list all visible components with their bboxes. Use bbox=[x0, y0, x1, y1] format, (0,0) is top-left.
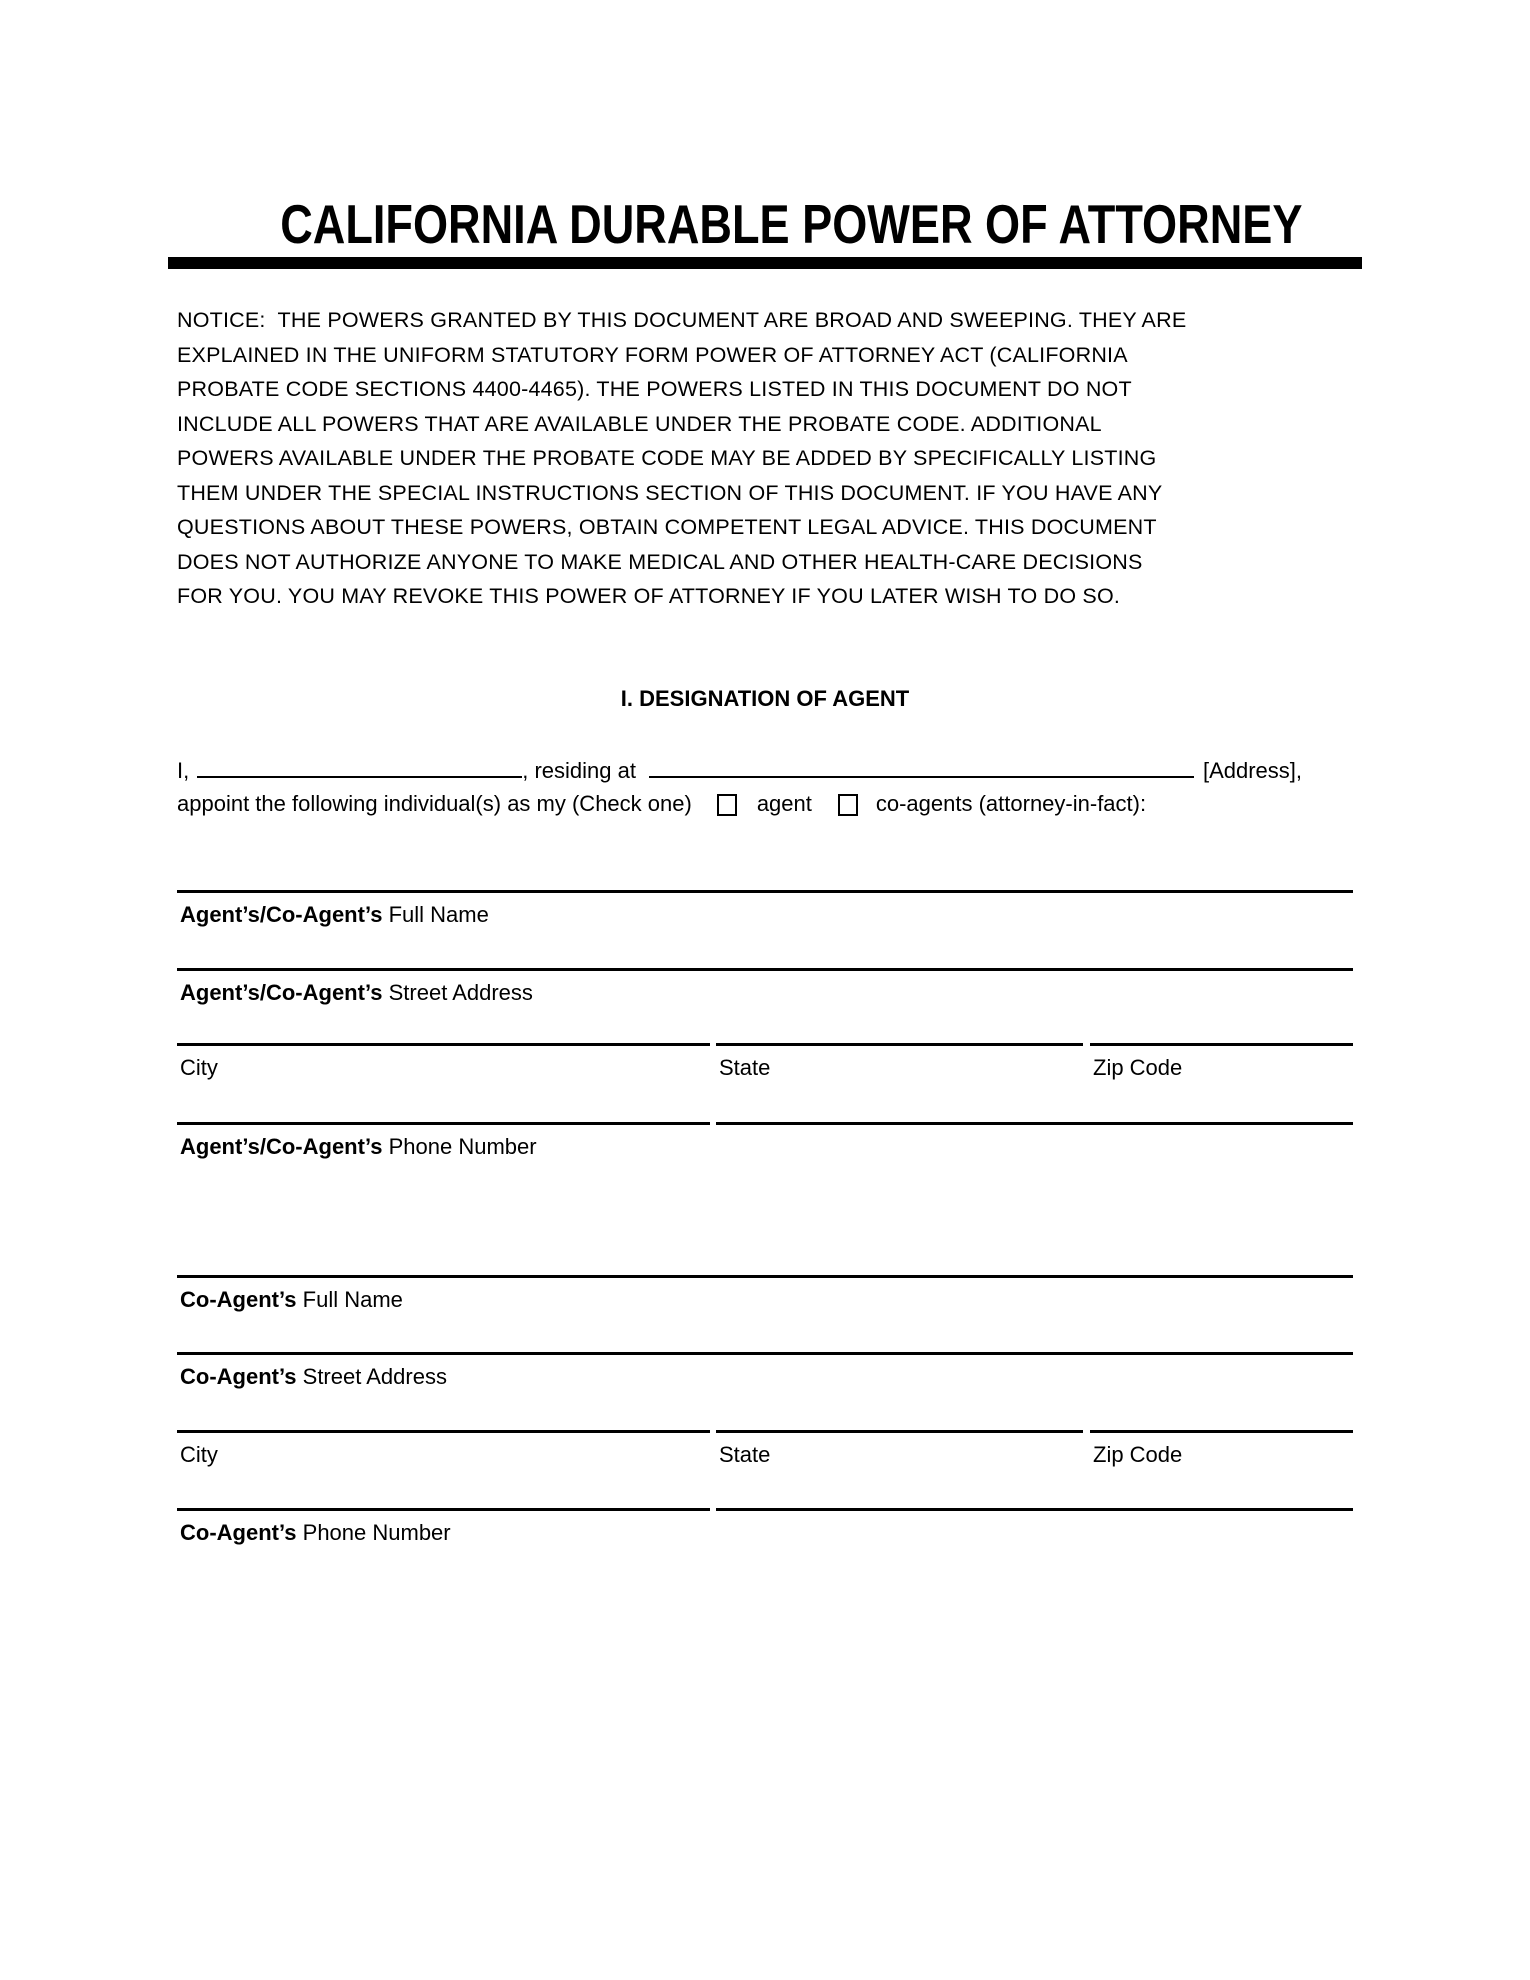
notice-line: DOES NOT AUTHORIZE ANYONE TO MAKE MEDICAL AND OTHER HEALTH-CARE DECISIONS bbox=[177, 549, 1143, 574]
coagent-street-address-line[interactable] bbox=[177, 1352, 1353, 1355]
coagent-street-address-row bbox=[177, 1352, 1353, 1390]
coagents-checkbox[interactable] bbox=[838, 794, 858, 816]
agent-owner-bold: Agent’s/Co-Agent’s bbox=[180, 1134, 383, 1159]
notice-line: QUESTIONS ABOUT THESE POWERS, OBTAIN COMPETENT LEGAL ADVICE. THIS DOCUMENT bbox=[177, 515, 1157, 539]
coagent-full-name-line[interactable] bbox=[177, 1275, 1353, 1278]
agent-phone-line[interactable] bbox=[177, 1122, 710, 1125]
principal-address-blank[interactable] bbox=[649, 756, 1194, 778]
agent-owner-bold: Agent’s/Co-Agent’s bbox=[180, 902, 383, 927]
agent-checkbox[interactable] bbox=[717, 794, 737, 816]
agent-city-label: City bbox=[180, 1055, 218, 1080]
notice-line: POWERS AVAILABLE UNDER THE PROBATE CODE MAY BE ADDED BY SPECIFICALLY LISTING bbox=[177, 446, 1157, 470]
agent-full-name-label bbox=[180, 902, 1353, 928]
coagent-owner-bold: Co-Agent’s bbox=[180, 1364, 297, 1389]
agent-street-address-line[interactable] bbox=[177, 968, 1353, 971]
notice-line: EXPLAINED IN THE UNIFORM STATUTORY FORM POWER OF ATTORNEY ACT (CALIFORNIA bbox=[177, 342, 1128, 367]
coagent-street-address-label bbox=[180, 1364, 1353, 1390]
document-title-text: CALIFORNIA DURABLE POWER OF ATTORNEY bbox=[280, 193, 1303, 255]
agent-extra-line[interactable] bbox=[716, 1122, 1353, 1125]
agent-owner-bold: Agent’s/Co-Agent’s bbox=[180, 980, 383, 1005]
designation-intro-line1 bbox=[177, 756, 1362, 784]
section-heading-designation-of-agent: I. DESIGNATION OF AGENT bbox=[620, 686, 910, 711]
coagent-phone-line[interactable] bbox=[177, 1508, 710, 1511]
document-title bbox=[168, 193, 1362, 255]
coagent-street-address-text: Street Address bbox=[302, 1364, 447, 1389]
coagent-city-line[interactable] bbox=[177, 1430, 710, 1433]
coagent-full-name-row bbox=[177, 1275, 1353, 1313]
coagent-city-label: City bbox=[180, 1442, 218, 1467]
agent-street-address-row bbox=[177, 968, 1353, 1006]
agent-state-label: State bbox=[719, 1055, 771, 1080]
agent-city-line[interactable] bbox=[177, 1043, 710, 1046]
coagent-owner-bold: Co-Agent’s bbox=[180, 1287, 297, 1312]
coagent-owner-bold: Co-Agent’s bbox=[180, 1520, 297, 1545]
title-divider-rule bbox=[168, 257, 1362, 269]
coagent-zip-label: Zip Code bbox=[1093, 1442, 1183, 1467]
coagent-state-line[interactable] bbox=[716, 1430, 1083, 1433]
notice-line: THEM UNDER THE SPECIAL INSTRUCTIONS SECTION OF THIS DOCUMENT. IF YOU HAVE ANY bbox=[177, 480, 1163, 505]
agent-street-address-label bbox=[180, 980, 1353, 1006]
coagent-full-name-label bbox=[180, 1287, 1353, 1313]
agent-zip-label: Zip Code bbox=[1093, 1055, 1183, 1080]
agent-full-name-line[interactable] bbox=[177, 890, 1353, 893]
coagents-option-label: co-agents (attorney-in-fact): bbox=[875, 791, 1147, 816]
agent-zip-line[interactable] bbox=[1090, 1043, 1353, 1046]
residing-at-text: , residing at bbox=[522, 758, 636, 783]
appoint-text: appoint the following individual(s) as my (Check one) bbox=[177, 791, 692, 816]
coagent-full-name-text: Full Name bbox=[302, 1287, 403, 1312]
address-tag-text: [Address], bbox=[1202, 758, 1303, 783]
i-prefix-text: I, bbox=[177, 758, 190, 783]
agent-full-name-text: Full Name bbox=[388, 902, 489, 927]
agent-full-name-row bbox=[177, 890, 1353, 928]
designation-intro-line2 bbox=[177, 791, 1362, 817]
coagent-extra-line[interactable] bbox=[716, 1508, 1353, 1511]
notice-line: PROBATE CODE SECTIONS 4400-4465). THE POWERS LISTED IN THIS DOCUMENT DO NOT bbox=[177, 377, 1132, 401]
notice-line: INCLUDE ALL POWERS THAT ARE AVAILABLE UNDER THE PROBATE CODE. ADDITIONAL bbox=[177, 411, 1102, 436]
coagent-phone-label bbox=[180, 1520, 710, 1546]
notice-line: FOR YOU. YOU MAY REVOKE THIS POWER OF ATTORNEY IF YOU LATER WISH TO DO SO. bbox=[177, 584, 1121, 608]
agent-option-label: agent bbox=[756, 791, 812, 816]
notice-line: NOTICE: THE POWERS GRANTED BY THIS DOCUMENT ARE BROAD AND SWEEPING. THEY ARE bbox=[177, 308, 1187, 332]
agent-phone-text: Phone Number bbox=[388, 1134, 537, 1159]
coagent-zip-line[interactable] bbox=[1090, 1430, 1353, 1433]
coagent-state-label: State bbox=[719, 1442, 771, 1467]
notice-paragraph bbox=[177, 303, 1387, 614]
agent-state-line[interactable] bbox=[716, 1043, 1083, 1046]
principal-name-blank[interactable] bbox=[197, 756, 522, 778]
agent-street-address-text: Street Address bbox=[388, 980, 533, 1005]
agent-phone-label bbox=[180, 1134, 710, 1160]
coagent-phone-text: Phone Number bbox=[302, 1520, 451, 1545]
